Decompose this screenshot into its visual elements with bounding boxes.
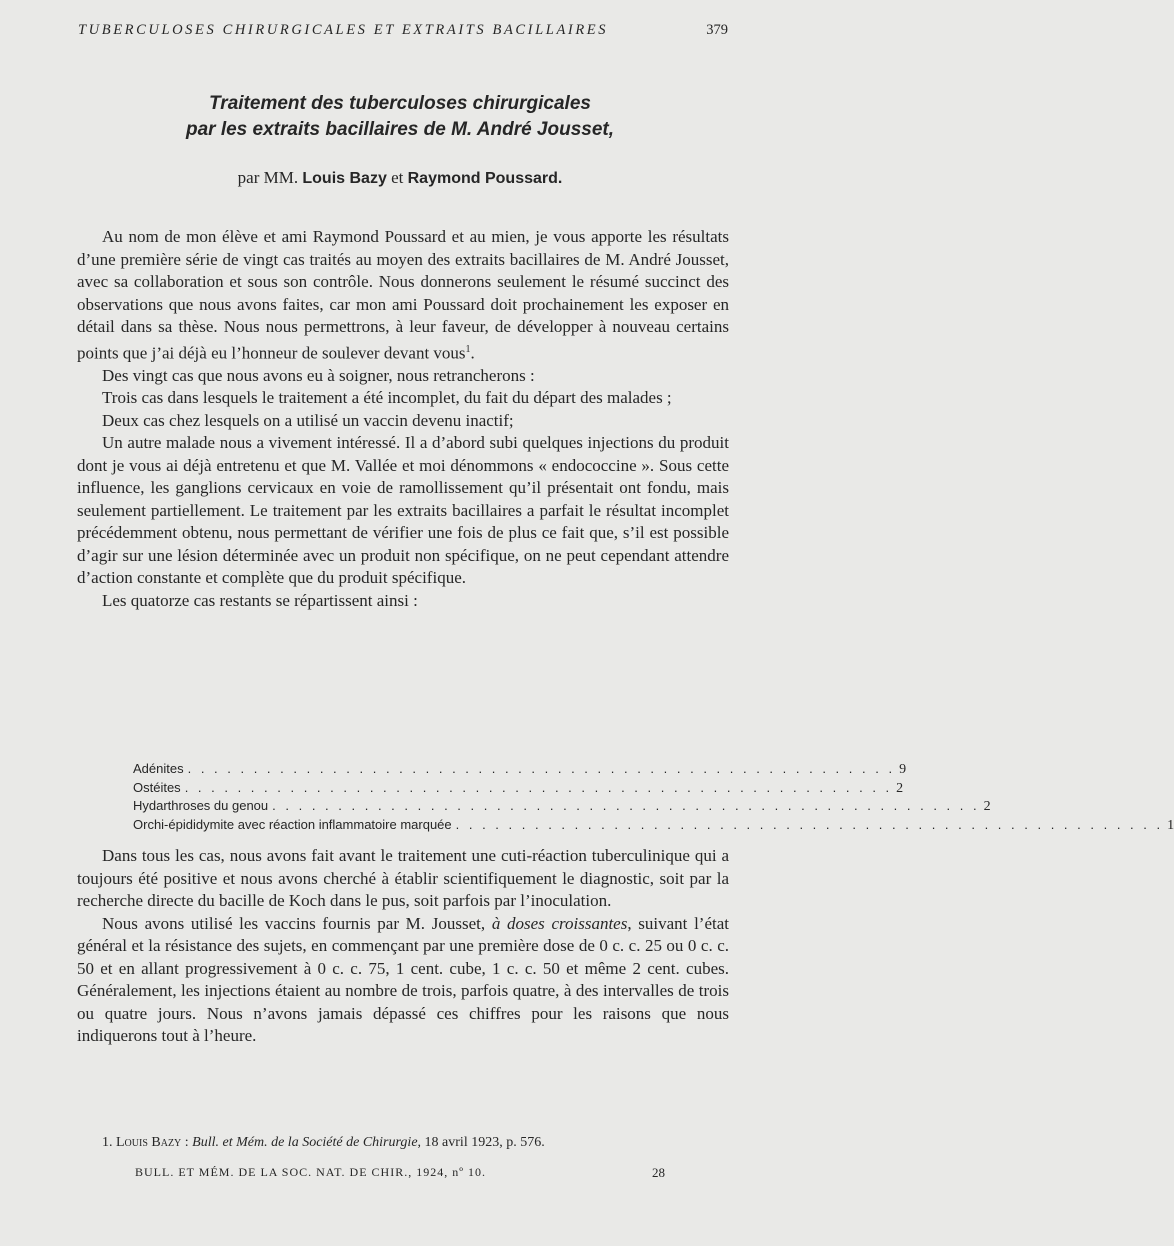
footnote-number: 1. [102, 1135, 113, 1150]
paragraph: Des vingt cas que nous avons eu à soigner, nous retrancherons : [102, 365, 535, 385]
footer-citation: BULL. ET MÉM. DE LA SOC. NAT. DE CHIR., 1924, nº 10. [135, 1165, 486, 1179]
footnote-ref[interactable]: 1 [465, 343, 471, 355]
table-row [133, 779, 904, 798]
paragraph-end: . [470, 343, 475, 363]
case-count: 2 [896, 780, 904, 796]
case-label: Orchi-épididymite avec réaction inflammatoire marquée [133, 816, 452, 832]
table-row [133, 816, 1174, 835]
leader-dots: . . . . . . . . . . . . . . . . . . . . . . . . . . . . . . . . . . . . . . . . . . . . . . . . . . . . . . [187, 761, 896, 776]
paragraph: Les quatorze cas restants se répartissent ainsi : [102, 590, 418, 610]
case-label: Ostéites [133, 779, 181, 795]
footnote-details: , 18 avril 1923, p. 576. [417, 1135, 545, 1150]
byline-conj: et [391, 168, 404, 187]
page-number: 379 [706, 22, 728, 38]
case-label: Hydarthroses du genou [133, 798, 269, 813]
leader-dots: . . . . . . . . . . . . . . . . . . . . . . . . . . . . . . . . . . . . . . . . . . . . . . . . . . . . . . [272, 798, 980, 813]
author-1: Louis Bazy [302, 170, 387, 187]
body-text-1 [77, 226, 729, 612]
table-row [133, 760, 907, 779]
byline [60, 168, 740, 188]
case-count: 2 [983, 799, 991, 814]
leader-dots: . . . . . . . . . . . . . . . . . . . . . . . . . . . . . . . . . . . . . . . . . . . . . . . . . . . . . . [455, 816, 1164, 832]
sheet-number: 28 [652, 1165, 665, 1180]
byline-prefix: par MM. [237, 168, 299, 187]
article-title [60, 91, 740, 143]
paragraph: Trois cas dans lesquels le traitement a été incomplet, du fait du départ des malades ; [102, 388, 672, 408]
running-head [78, 22, 728, 39]
title-line-1: Traitement des tuberculoses chirurgicales [209, 93, 591, 114]
cases-table [133, 760, 1174, 834]
title-line-2: par les extraits bacillaires de M. André Jousset, [185, 119, 615, 140]
case-count: 9 [899, 762, 907, 777]
paragraph-text: Au nom de mon élève et ami Raymond Poussard et au mien, je vous apporte les résultats d’une première série de vingt cas traités au moyen des extraits bacillaires de M. André Jousset, avec sa collaboration et sous son contrôle. Nous donnerons seulement le résumé succinct des observations que nous avons faites, car mon ami Poussard doit prochainement les exposer en détail dans sa thèse. Nous nous permettrons, à leur faveur, de développer à nouveau certains points que j’ai déjà eu l’honneur de soulever devant vous [77, 227, 729, 363]
footnote-author: Louis Bazy [116, 1135, 182, 1150]
footnote-journal: Bull. et Mém. de la Société de Chirurgie [192, 1135, 418, 1150]
case-count: 1 [1167, 817, 1174, 833]
page-footer [135, 1165, 665, 1180]
paragraph [77, 913, 729, 1048]
paragraph-text: Nous avons utilisé les vaccins fournis par M. Jousset, [102, 913, 486, 933]
paragraph [77, 226, 729, 365]
footnote [102, 1135, 732, 1151]
paragraph: Dans tous les cas, nous avons fait avant le traitement une cuti-réaction tuberculinique qui a toujours été positive et nous avons cherché à établir scientifiquement le diagnostic, soit par la recherche directe du bacille de Koch dans le pus, soit parfois par l’inoculation. [77, 846, 729, 910]
emphasis: à doses croissantes [491, 913, 628, 933]
body-text-2 [77, 845, 729, 1048]
table-row [133, 797, 991, 816]
case-label: Adénites [133, 761, 184, 776]
leader-dots: . . . . . . . . . . . . . . . . . . . . . . . . . . . . . . . . . . . . . . . . . . . . . . . . . . . . . . [184, 779, 893, 795]
paragraph-text: , suivant l’état général et la résistance des sujets, en commençant par une première dose de 0 c. c. 25 ou 0 c. c. 50 et en allant progressivement à 0 c. c. 75, 1 cent. cube, 1 c. c. 50 et même 2 cent. cubes. Généralement, les injections étaient au nombre de trois, parfois quatre, à des intervalles de trois ou quatre jours. Nous n’avons jamais dépassé ces chiffres pour les raisons que nous indiquerons tout à l’heure. [77, 913, 730, 1045]
running-title: TUBERCULOSES CHIRURGICALES ET EXTRAITS BACILLAIRES [78, 22, 609, 38]
author-2: Raymond Poussard. [407, 170, 563, 187]
footnote-sep: : [181, 1135, 193, 1150]
paragraph: Un autre malade nous a vivement intéressé. Il a d’abord subi quelques injections du produit dont je vous ai déjà entretenu et que M. Vallée et moi dénommons « endococcine ». Sous cette influence, les ganglions cervicaux en voie de ramollissement qu’il présentait ont fondu, mais seulement partiellement. Le traitement par les extraits bacillaires a parfait le résultat incomplet précédemment obtenu, nous permettant de vérifier une fois de plus ce fait que, s’il est possible d’agir sur une lésion déterminée avec un produit non spécifique, on ne peut cependant attendre d’action constante et complète que du produit spécifique. [77, 433, 729, 588]
paragraph: Deux cas chez lesquels on a utilisé un vaccin devenu inactif; [102, 410, 514, 430]
